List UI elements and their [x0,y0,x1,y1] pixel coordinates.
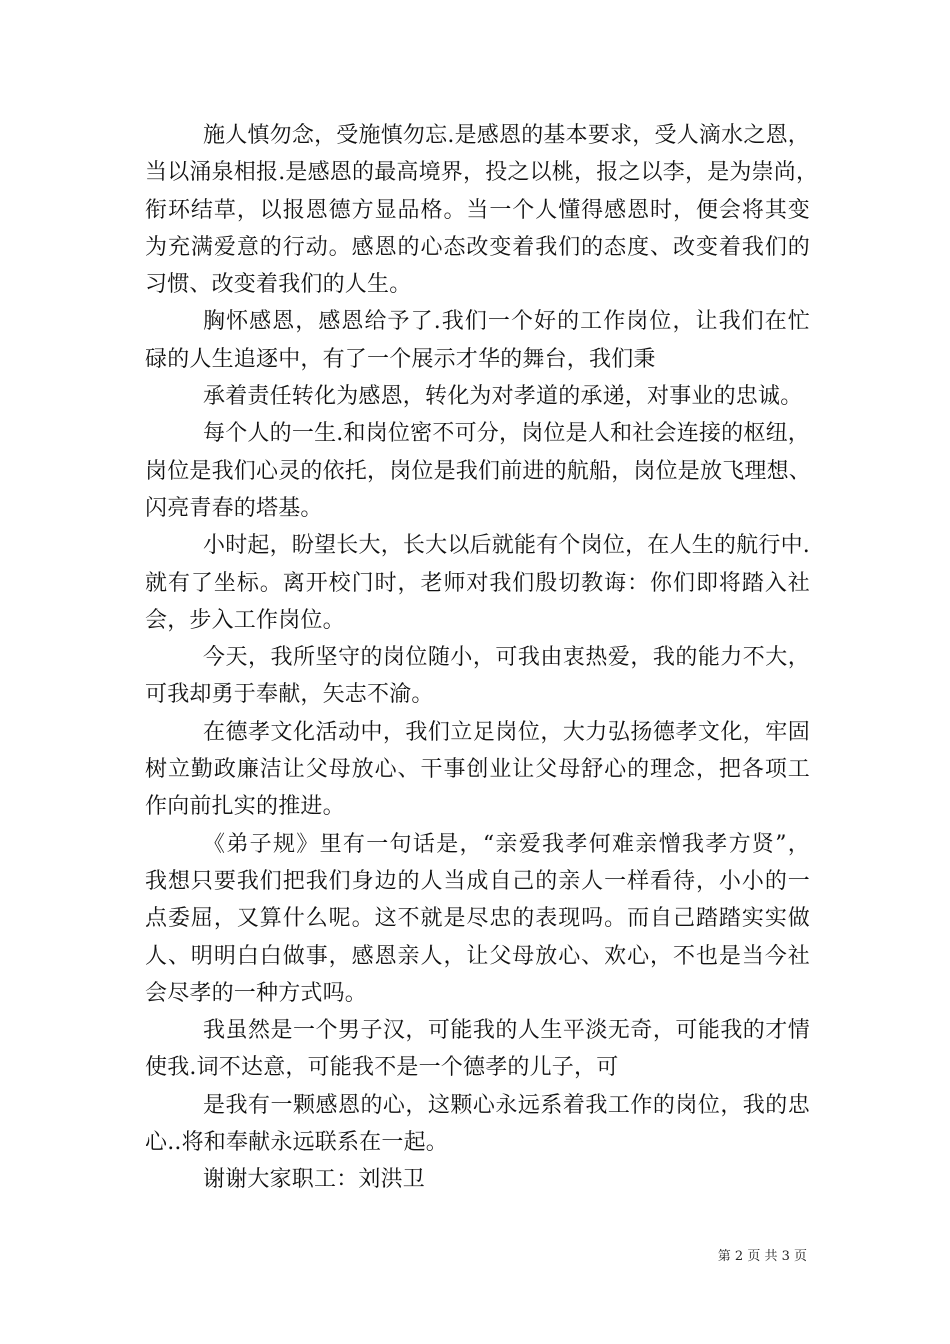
text-line: 胸怀感恩，感恩给予了.我们一个好的工作岗位，让我们在忙 [203,309,810,335]
page-number: 第 2 页 共 3 页 [717,1249,807,1264]
text-line: 岗位是我们心灵的依托，岗位是我们前进的航船，岗位是放飞理想、 [145,458,812,484]
text-line: 作向前扎实的推进。 [145,794,345,820]
text-line: 施人慎勿念，受施慎勿忘.是感恩的基本要求，受人滴水之恩， [203,123,810,148]
text-line: 会，步入工作岗位。 [145,607,345,633]
text-line: 我虽然是一个男子汉，可能我的人生平淡无奇，可能我的才情 [203,1018,810,1044]
text-line: 习惯、改变着我们的人生。 [145,272,412,298]
text-line: 人、明明白白做事，感恩亲人，让父母放心、欢心，不也是当今社 [145,943,810,969]
text-line: 会尽孝的一种方式吗。 [145,980,368,1006]
text-line: 衔环结草，以报恩德方显品格。当一个人懂得感恩时，便会将其变 [145,197,810,223]
text-line: 心..将和奉献永远联系在一起。 [145,1130,448,1156]
text-line: 我想只要我们把我们身边的人当成自己的亲人一样看待，小小的一 [145,868,810,894]
text-line: 使我.词不达意，可能我不是一个德孝的儿子，可 [145,1055,619,1081]
text-line: 谢谢大家职工：刘洪卫 [203,1167,426,1193]
text-line: 《弟子规》里有一句话是，“亲爱我孝何难亲憎我孝方贤”， [203,831,810,857]
text-line: 在德孝文化活动中，我们立足岗位，大力弘扬德孝文化，牢固 [203,719,810,745]
text-line: 碌的人生追逐中，有了一个展示才华的舞台，我们秉 [145,346,656,372]
text-line: 小时起，盼望长大，长大以后就能有个岗位，在人生的航行中. [203,533,810,559]
text-line: 承着责任转化为感恩，转化为对孝道的承递，对事业的忠诚。 [203,384,803,410]
text-line: 今天，我所坚守的岗位随小，可我由衷热爱，我的能力不大， [203,645,810,671]
text-line: 每个人的一生.和岗位密不可分，岗位是人和社会连接的枢纽， [203,421,810,447]
text-line: 为充满爱意的行动。感恩的心态改变着我们的态度、改变着我们的 [145,234,810,260]
text-line: 可我却勇于奉献，矢志不渝。 [145,682,434,708]
text-line: 是我有一颗感恩的心，这颗心永远系着我工作的岗位，我的忠 [203,1092,810,1118]
text-line: 闪亮青春的塔基。 [145,495,323,521]
text-line: 点委屈，又算什么呢。这不就是尽忠的表现吗。而自己踏踏实实做 [145,906,810,932]
text-line: 当以涌泉相报.是感恩的最高境界，投之以桃，报之以李，是为崇尚， [145,160,819,186]
body-text [145,117,819,1199]
text-line: 就有了坐标。离开校门时，老师对我们殷切教诲：你们即将踏入社 [145,570,810,596]
text-line: 树立勤政廉洁让父母放心、干事创业让父母舒心的理念，把各项工 [145,757,810,783]
